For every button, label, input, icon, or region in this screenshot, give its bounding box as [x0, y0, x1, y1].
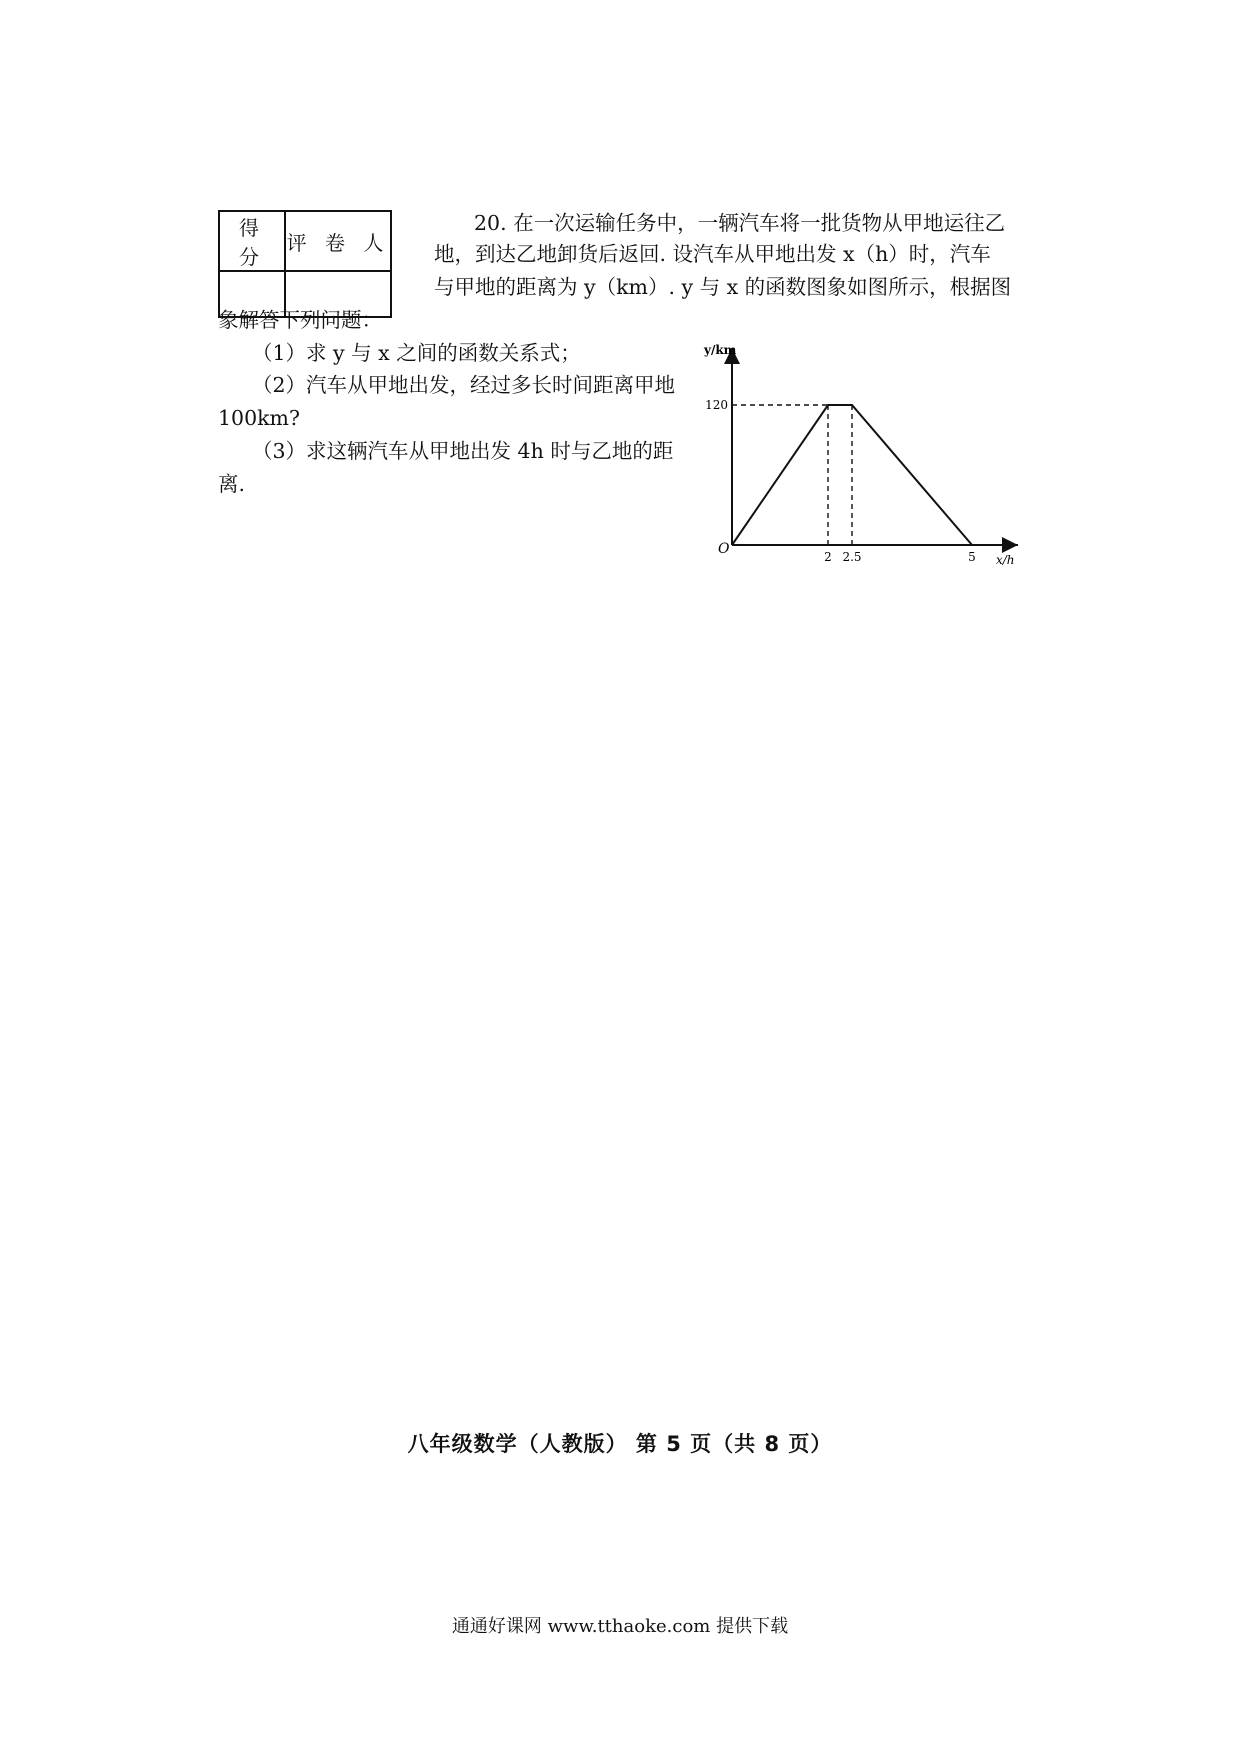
question-part-2-cont: 100km? [218, 406, 300, 430]
grader-label: 评 卷 人 [285, 211, 391, 271]
x-tick-label: 2 [824, 550, 832, 564]
question-part-3: （3）求这辆汽车从甲地出发 4h 时与乙地的距 [252, 439, 674, 463]
question-line-1: 20. 在一次运输任务中，一辆汽车将一批货物从甲地运往乙 [474, 211, 1006, 235]
question-part-2: （2）汽车从甲地出发，经过多长时间距离甲地 [252, 373, 676, 397]
distance-time-graph [700, 340, 1040, 570]
watermark-text: 通通好课网 www.tthaoke.com 提供下载 [451, 1616, 789, 1637]
y-tick-label: 120 [705, 398, 728, 412]
x-tick-label: 2.5 [842, 550, 862, 564]
x-axis-label: x/h [996, 553, 1015, 567]
question-part-1: （1）求 y 与 x 之间的函数关系式； [252, 341, 581, 365]
y-axis-label: y/km [704, 343, 737, 357]
question-part-3-cont: 离. [218, 472, 246, 496]
x-tick-label: 5 [968, 550, 976, 564]
question-line-2: 地，到达乙地卸货后返回. 设汽车从甲地出发 x（h）时，汽车 [434, 242, 991, 266]
footer-page-title: 八年级数学（人教版） 第 5 页（共 8 页） [407, 1432, 833, 1456]
question-line-3: 与甲地的距离为 y（km）. y 与 x 的函数图象如图所示，根据图 [434, 275, 1012, 299]
question-line-4: 象解答下列问题： [218, 308, 382, 332]
origin-label: O [718, 541, 730, 557]
score-label: 得 分 [219, 211, 285, 271]
score-table [218, 210, 392, 318]
